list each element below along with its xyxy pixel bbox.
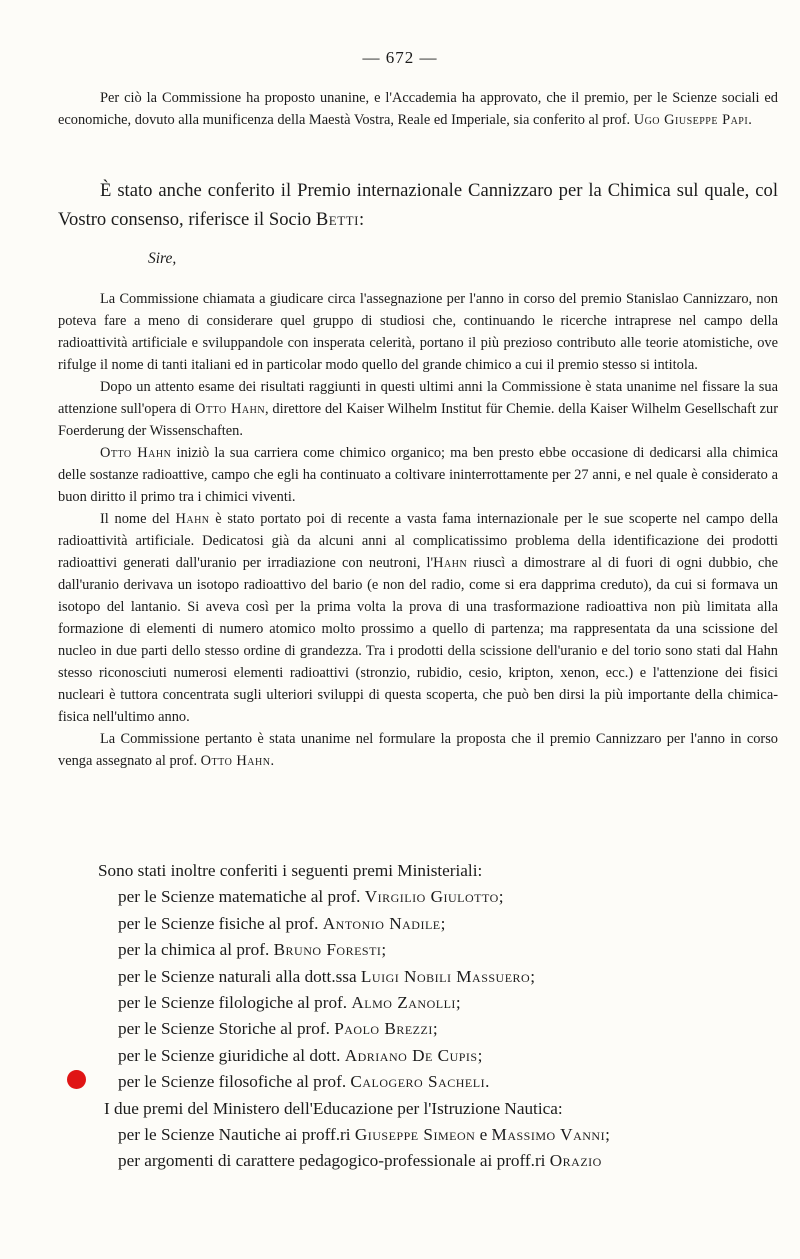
text: per le Scienze fisiche al prof. [118, 913, 323, 933]
punct: ; [498, 887, 504, 907]
report-paragraph [58, 442, 778, 508]
salutation: Sire, [148, 250, 177, 267]
text: per le Scienze giuridiche al dott. [118, 1045, 345, 1065]
person-name: Hahn [175, 511, 210, 527]
list-item [118, 937, 778, 963]
punct: . [748, 112, 752, 128]
text: per la chimica al prof. [118, 940, 274, 960]
report-paragraph: La Commissione chiamata a giudicare circa l'assegnazione per l'anno in corso del premio Stanislao Cannizzaro, non poteva fare a meno di considerare quel gruppo di studiosi che, continuando le ricerche intraprese nel campo della radioattività artificiale e sviluppandole con insperata celerità, portano il più prezioso contributo alle teorie atomistiche, ove rifulge il nome di tanti italiani ed in particolar modo quello del grande chimico a cui il premio stesso si intitola. [58, 291, 778, 373]
list-item [118, 1122, 778, 1148]
rapporteur-name: Betti [315, 209, 359, 230]
person-name: Otto Hahn [100, 445, 172, 461]
punct: : [358, 209, 365, 230]
list-item [118, 1043, 778, 1069]
punct: ; [530, 966, 535, 986]
text: per le Scienze Nautiche ai proff.ri [118, 1125, 355, 1145]
text: e [475, 1125, 492, 1145]
winner-name: Almo Zanolli [351, 993, 456, 1013]
text: Il nome del [100, 511, 176, 527]
intro-text: Per ciò la Commissione ha proposto unanine, e l'Accademia ha approvato, che il premio, per le Scienze sociali ed economiche, dovuto alla munificenza della Maestà Vostra, Reale ed Imperiale, sia conferito al prof. [58, 90, 778, 128]
nautical-list [98, 1122, 778, 1175]
punct: ; [381, 940, 387, 960]
text: è stato portato poi di recente a vasta fama internazionale per le sue scoperte nel campo della radioattività artificiale. Dedicatosi già da alcuni anni al complicatissimo problema della identificazione dei prodotti radioattivi generati dall'uranio per irradiazione con neutroni, l' [58, 511, 778, 571]
text: per le Scienze filosofiche al prof. [118, 1072, 351, 1092]
report-paragraph [58, 376, 778, 442]
ministerial-lead: Sono stati inoltre conferiti i seguenti premi Ministeriali: [98, 861, 483, 880]
text: per argomenti di carattere pedagogico-professionale ai proff.ri [118, 1151, 550, 1171]
intro-paragraph [58, 87, 778, 131]
winner-name: Calogero Sacheli [350, 1072, 486, 1092]
punct: . [485, 1072, 490, 1092]
winner-name: Giuseppe Simeon [354, 1125, 476, 1145]
text: per le Scienze naturali alla dott.ssa [118, 966, 361, 986]
winner-name: Virgilio Giulotto [364, 887, 499, 907]
punct: ; [605, 1125, 610, 1145]
text: per le Scienze Storiche al prof. [118, 1019, 335, 1039]
punct: . [270, 753, 275, 769]
winner-name: Adriano De Cupis [344, 1045, 478, 1065]
winner-name: Paolo Brezzi [334, 1019, 433, 1039]
punct: ; [455, 993, 461, 1013]
prize-list [98, 884, 778, 1095]
list-item [118, 1069, 778, 1095]
report-paragraph [58, 728, 778, 772]
list-item [118, 1148, 778, 1174]
punct: ; [477, 1045, 483, 1065]
commission-report [58, 288, 778, 772]
text: per le Scienze filologiche al prof. [118, 993, 352, 1013]
punct: ; [440, 913, 446, 933]
report-paragraph [58, 508, 778, 728]
text: per le Scienze matematiche al prof. [118, 887, 365, 907]
person-name: Otto Hahn [195, 401, 266, 417]
person-name: Otto Hahn [200, 753, 271, 769]
winner-name: Massimo Vanni [491, 1125, 606, 1145]
text: iniziò la sua carriera come chimico organico; ma ben presto ebbe occasione di dedicarsi alla chimica delle sostanze radioattive, campo che egli ha continuato a coltivare ininterrottamente per 27 anni, e nel quale è considerato a buon diritto il primo tra i chimici viventi. [58, 445, 778, 505]
text: Dopo un attento esame dei risultati raggiunti in questi ultimi anni la Commissione è stata unanime nel fissare la sua attenzione sull'opera di [58, 379, 778, 417]
nautical-lead: I due premi del Ministero dell'Educazione per l'Istruzione Nautica: [104, 1098, 563, 1118]
list-item [118, 911, 778, 937]
text: La Commissione pertanto è stata unanime nel formulare la proposta che il premio Cannizzaro per l'anno in corso venga assegnato al prof. [58, 731, 778, 769]
red-marker-dot [67, 1070, 86, 1089]
punct: ; [432, 1019, 438, 1039]
winner-name: Antonio Nadile [322, 913, 441, 933]
page-number: — 672 — [362, 48, 438, 67]
ministerial-prizes [98, 858, 778, 1175]
text: riuscì a dimostrare al di fuori di ogni dubbio, che dall'uranio derivava un isotopo radioattivo del bario (e non del radio, come si era dapprima creduto), da cui si formava un isotopo del lantanio. Si aveva così per la prima volta la prova di una trasformazione radioattiva non più limitata alla formazione di elementi di numero atomico molto prossimo a quello di partenza; ma rappresentata da una scissione del nucleo in due parti dello stesso ordine di grandezza. Tra i prodotti della scissione dell'uranio e del torio sono stati dal Hahn stesso riconosciuti numerosi elementi radioattivi (stronzio, rubidio, cesio, kripton, xenon, ecc.) e l'attenzione dei fisici nucleari è tuttora concentrata sugli ulteriori sviluppi di questa scoperta, che può ben dirsi la più importante della chimica-fisica nell'ultimo anno. [58, 555, 779, 725]
winner-name: Ugo Giuseppe Papi [633, 112, 749, 128]
list-item [118, 964, 778, 990]
cannizzaro-announcement [58, 176, 778, 234]
list-item [118, 1016, 778, 1042]
text: , direttore del Kaiser Wilhelm Institut für Chemie. della Kaiser Wilhelm Gesellschaft zur Foerderung der Wissenschaften. [58, 401, 778, 439]
winner-name: Bruno Foresti [273, 940, 382, 960]
list-item [118, 990, 778, 1016]
person-name: Hahn [433, 555, 468, 571]
announcement-text: È stato anche conferito il Premio internazionale Cannizzaro per la Chimica sul quale, col Vostro consenso, riferisce il Socio [58, 180, 778, 230]
winner-name: Luigi Nobili Massuero [360, 966, 531, 986]
list-item [118, 884, 778, 910]
winner-name: Orazio [549, 1151, 602, 1171]
